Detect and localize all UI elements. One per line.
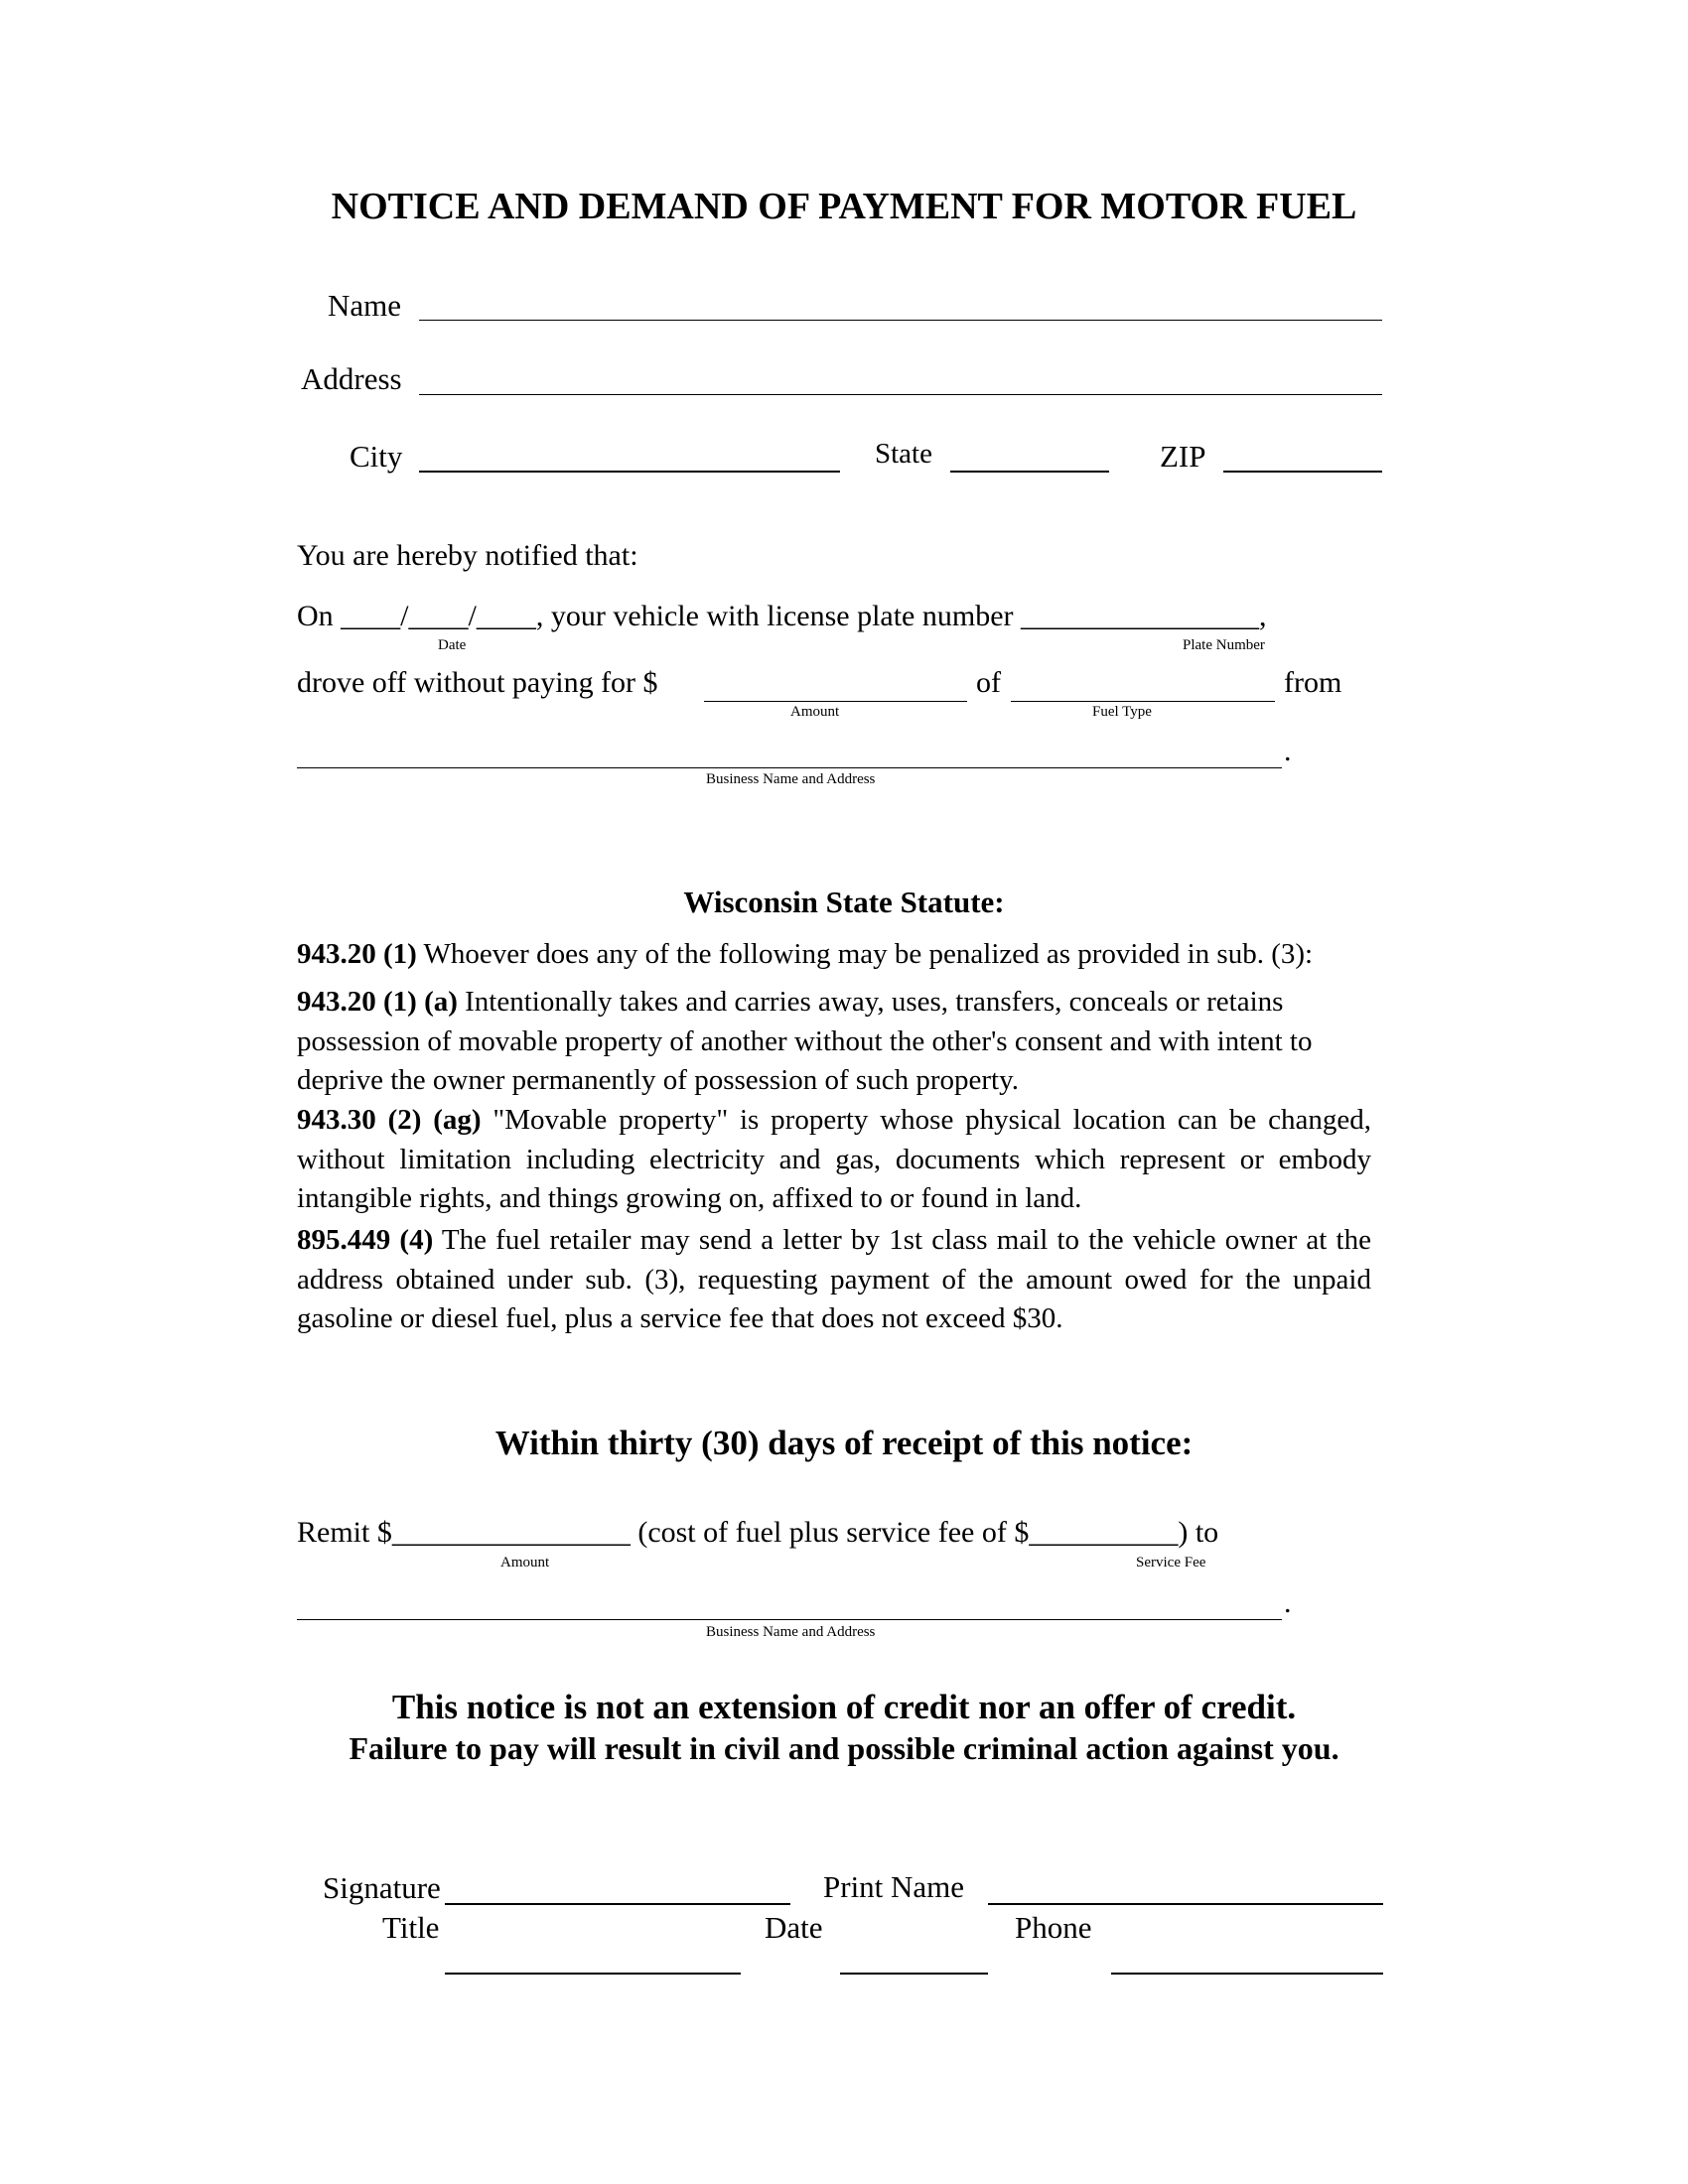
address-label: Address [301,361,402,396]
business-period: . [1284,735,1292,767]
phone-label: Phone [1015,1910,1092,1945]
statute-item [297,935,1371,975]
city-field[interactable] [419,471,840,473]
warning-line-2: Failure to pay will result in civil and possible criminal action against you. [349,1730,1339,1766]
plate-number-caption: Plate Number [1183,637,1265,653]
zip-field[interactable] [1223,471,1382,473]
amount-field[interactable] [704,701,967,702]
warning-line-1: This notice is not an extension of credit nor an offer of credit. [391,1688,1297,1726]
remit-heading: Within thirty (30) days of receipt of this notice: [494,1424,1194,1462]
remit-business-caption: Business Name and Address [706,1624,876,1640]
remit-sentence: Remit $________________ (cost of fuel plus service fee of $__________) to [297,1516,1219,1549]
statute-code: 943.20 (1) (a) [297,986,458,1018]
date-caption: Date [438,637,467,653]
business-caption: Business Name and Address [706,771,876,787]
service-fee-caption: Service Fee [1136,1555,1206,1570]
statute-text: The fuel retailer may send a letter by 1st class mail to the vehicle owner at the address obtained under sub. (3), requesting payment of the amount owed for the unpaid gasoline or diesel fuel, plus a service fee that does not exceed $30. [297,1224,1371,1334]
notice-intro: You are hereby notified that: [297,539,638,572]
title-label: Title [382,1910,440,1945]
amount-caption: Amount [790,704,840,720]
date-label: Date [765,1910,823,1945]
print-name-label: Print Name [823,1869,965,1904]
fuel-type-caption: Fuel Type [1092,704,1152,720]
signature-label: Signature [323,1870,441,1905]
statute-code: 943.30 (2) (ag) [297,1104,482,1136]
statute-heading: Wisconsin State Statute: [683,885,1005,919]
name-label: Name [328,288,402,323]
print-name-field[interactable] [988,1903,1383,1905]
remit-business-period: . [1284,1586,1292,1619]
from-text: from [1284,666,1342,699]
statute-text: Whoever does any of the following may be penalized as provided in sub. (3): [416,938,1314,970]
statute-text: Intentionally takes and carries away, uses, transfers, conceals or retains possession of movable property of another without the other's consent and with intent to deprive the owner permanently of possession of such property. [297,986,1313,1096]
incident-sentence: On ____/____/____, your vehicle with license plate number ________________, [297,600,1267,632]
city-label: City [350,439,403,474]
remit-amount-caption: Amount [500,1555,550,1570]
state-label: State [875,438,932,470]
signature-field[interactable] [445,1903,790,1905]
remit-business-field[interactable] [297,1619,1282,1620]
address-field[interactable] [419,394,1382,395]
page-title: NOTICE AND DEMAND OF PAYMENT FOR MOTOR FUEL [331,186,1357,227]
fuel-type-field[interactable] [1011,701,1275,702]
of-text: of [976,666,1001,699]
statute-item [297,983,1371,1101]
date-field[interactable] [840,1973,988,1975]
statute-code: 943.20 (1) [297,938,417,970]
statute-code: 895.449 (4) [297,1224,434,1256]
statute-item [297,1101,1371,1219]
business-field[interactable] [297,767,1282,768]
state-field[interactable] [950,471,1109,473]
drove-off-text: drove off without paying for $ [297,666,658,699]
title-field[interactable] [445,1973,741,1975]
statute-item [297,1221,1371,1339]
statute-text: "Movable property" is property whose physical location can be changed, without limitation including electricity and gas, documents which represent or embody intangible rights, and things growing on, affixed to or found in land. [297,1104,1371,1214]
name-field[interactable] [419,320,1382,321]
phone-field[interactable] [1111,1973,1383,1975]
zip-label: ZIP [1160,439,1206,474]
